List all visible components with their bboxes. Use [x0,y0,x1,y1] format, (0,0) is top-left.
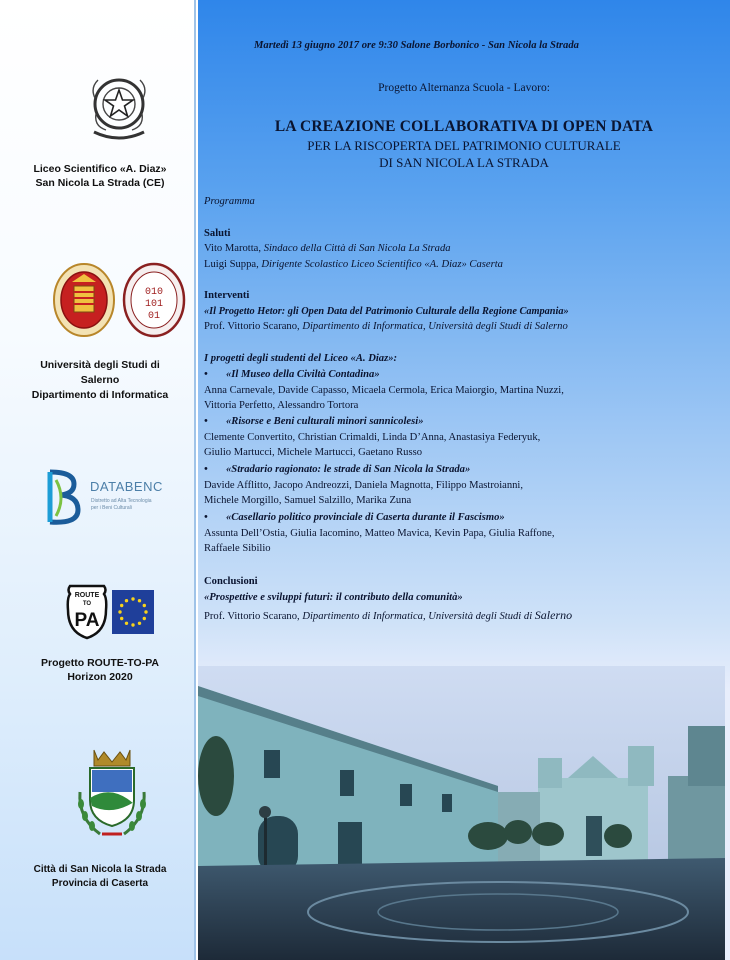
bullet: • [204,369,208,380]
subtitle-1: PER LA RISCOPERTA DEL PATRIMONIO CULTURALE [307,138,621,153]
university-seal-icon [52,262,116,338]
city-line2: Provincia di Caserta [51,878,149,889]
city-line1: Città di San Nicola la Strada [33,864,167,875]
conclusioni-speaker: Prof. Vittorio Scarano, [204,611,303,622]
sidebar [0,0,196,960]
databenc-subtitle-1: Distretto ad Alta Tecnologia [91,498,152,504]
route-sign-top: ROUTE [74,592,100,599]
svg-text:010: 010 [144,287,164,298]
project-2-names-2: Giulio Martucci, Michele Martucci, Gaetano Russo [204,447,422,458]
project-3-names-1: Davide Afflitto, Jacopo Andreozzi, Daniela Magnotta, Filippo Mastroianni, [204,480,524,491]
interventi-title: «Il Progetto Hetor: gli Open Data del Patrimonio Culturale della Regione Campania» [204,306,569,317]
liceo-name: Liceo Scientifico «A. Diaz» [33,163,167,175]
conclusioni-heading: Conclusioni [204,576,258,587]
interventi-speaker: Prof. Vittorio Scarano, [204,321,303,332]
project-2-names-1: Clemente Convertito, Christian Crimaldi, Linda D’Anna, Anastasiya Federyuk, [204,432,541,443]
routetopa-line2: Horizon 2020 [67,671,133,683]
saluti-2-role: Dirigente Scolastico Liceo Scientifico «A. Diaz» Caserta [261,259,503,270]
project-4-title: «Casellario politico provinciale di Caserta durante il Fascismo» [226,512,505,523]
conclusioni-affiliation: Dipartimento di Informatica, Università degli Studi di [302,611,535,622]
informatics-department-seal-icon [122,262,186,338]
project-4-names-2: Raffaele Sibilio [204,543,271,554]
project-4-title-line [204,512,724,523]
conclusioni-title: «Prospettive e sviluppi futuri: il contributo della comunità» [204,592,463,603]
saluti-item-1 [204,243,724,254]
programma-label: Programma [204,196,255,207]
university-line1: Università degli Studi di [40,359,160,371]
svg-text:01: 01 [147,311,161,322]
project-2-title-line [204,416,724,427]
interventi-speaker-line [204,321,724,332]
bullet: • [204,464,208,475]
databenc-title: DATABENC [90,479,163,494]
project-3-title: «Stradario ragionato: le strade di San Nicola la Strada» [226,464,471,475]
project-4-names-1: Assunta Dell’Ostia, Giulia Iacomino, Matteo Mavica, Kevin Papa, Giulia Raffone, [204,528,555,539]
project-3-title-line [204,464,724,475]
project-1-title-line [204,369,724,380]
saluti-item-2 [204,259,724,270]
project-3-names-2: Michele Morgillo, Samuel Salzillo, Marika Zuna [204,495,412,506]
interventi-heading: Interventi [204,290,250,301]
route-sign-mid: TO [82,601,92,607]
interventi-affiliation: Dipartimento di Informatica, Università degli Studi di Salerno [302,321,568,332]
saluti-1-name: Vito Marotta, [204,243,264,254]
project-1-title: «Il Museo della Civiltà Contadina» [226,369,380,380]
route-sign-bottom: PA [74,610,100,631]
route-to-pa-sign-icon [66,584,108,640]
project-1-names-1: Anna Carnevale, Davide Capasso, Micaela Cermola, Erica Maiorgio, Martina Nuzzi, [204,385,564,396]
city-coat-of-arms-icon [72,744,152,840]
title: LA CREAZIONE COLLABORATIVA DI OPEN DATA [274,118,654,135]
databenc-logo-icon [46,468,82,526]
bullet: • [204,512,208,523]
project-2-title: «Risorse e Beni culturali minori sannicolesi» [226,416,424,427]
saluti-1-role: Sindaco della Città di San Nicola La Strada [263,243,451,254]
subtitle-2: DI SAN NICOLA LA STRADA [379,155,549,170]
saluti-heading: Saluti [204,228,231,239]
project-1-names-2: Vittoria Perfetto, Alessandro Tortora [204,400,359,411]
eu-flag-icon [112,590,154,634]
university-line3: Dipartimento di Informatica [31,389,169,401]
conclusioni-affiliation-end: Salerno [534,608,573,622]
town-square-photo [198,666,725,960]
conclusioni-speaker-line [204,608,724,623]
databenc-subtitle-2: per i Beni Culturali [91,505,132,511]
progetti-heading: I progetti degli studenti del Liceo «A. Diaz»: [204,353,398,364]
university-line2: Salerno [80,374,120,386]
liceo-city: San Nicola La Strada (CE) [35,177,165,189]
italian-republic-emblem [80,68,158,144]
svg-text:101: 101 [144,299,164,310]
project-line: Progetto Alternanza Scuola - Lavoro: [378,82,550,94]
saluti-2-name: Luigi Suppa, [204,259,262,270]
routetopa-line1: Progetto ROUTE-TO-PA [40,657,160,669]
bullet: • [204,416,208,427]
event-date-line: Martedì 13 giugno 2017 ore 9:30 Salone Borbonico - San Nicola la Strada [254,40,579,51]
